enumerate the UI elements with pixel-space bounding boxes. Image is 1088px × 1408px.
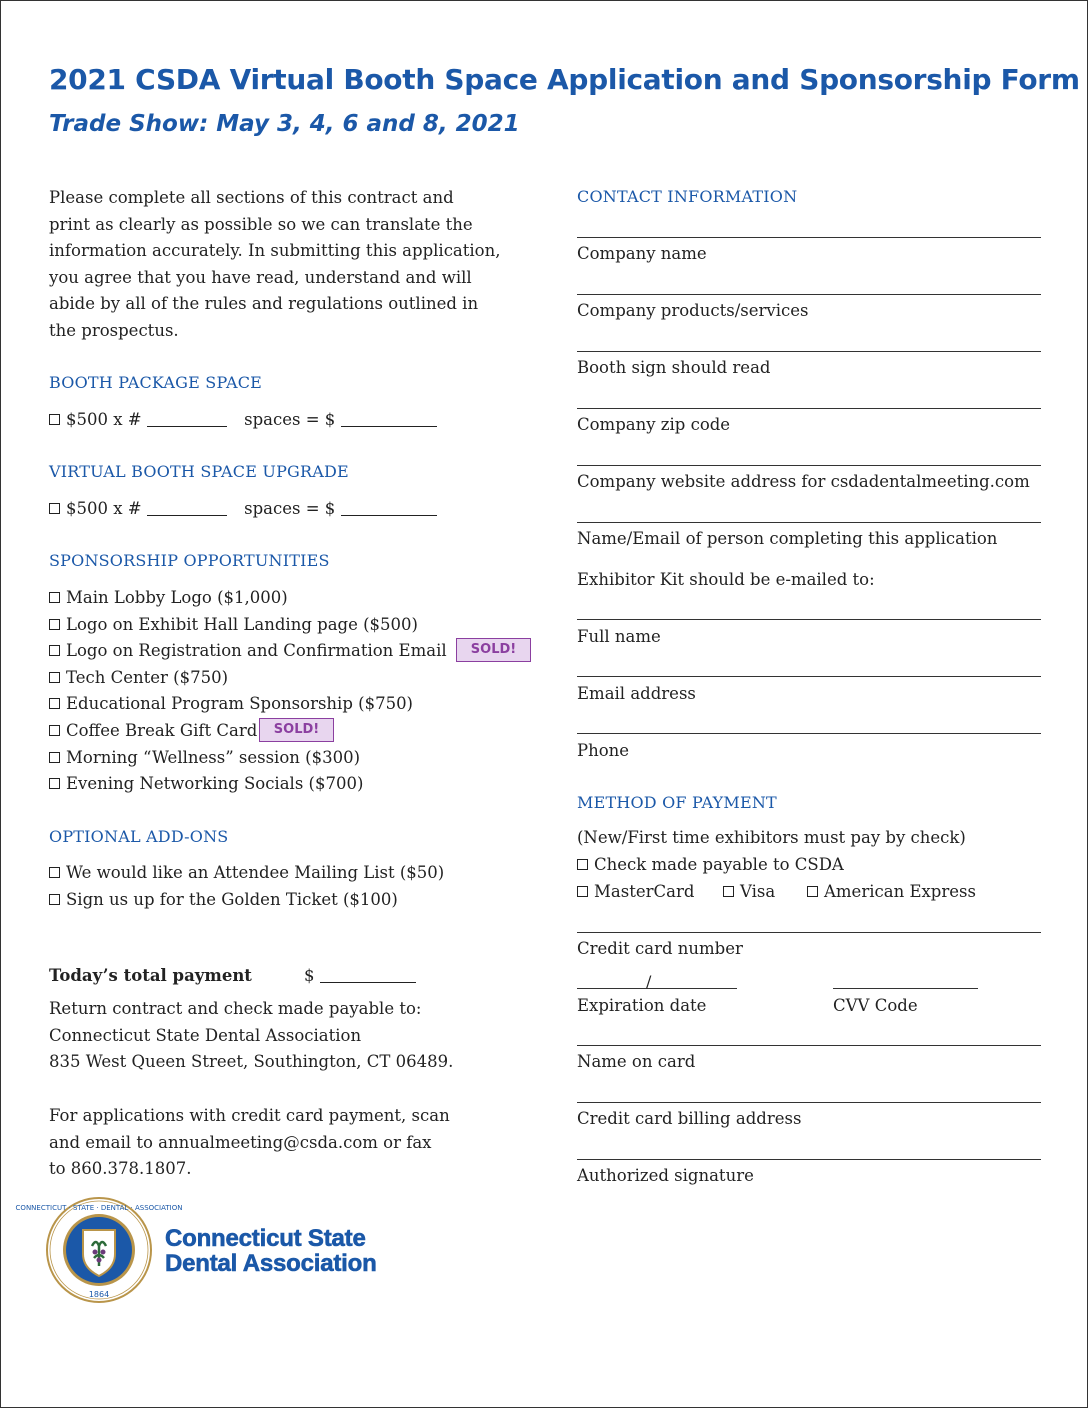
amex-checkbox[interactable] [807,886,818,897]
sponsorship-item[interactable] [49,612,447,639]
field-label: Name on card [577,1052,696,1071]
field-label: Expiration date [577,996,707,1015]
sponsorship-checkbox[interactable] [49,698,60,709]
card-number-field[interactable] [577,932,1041,933]
return-info [49,996,453,1076]
booth-package-row [49,407,437,434]
logo-line: Dental Association [165,1250,377,1277]
contact-heading: CONTACT INFORMATION [577,187,798,206]
return-line: Connecticut State Dental Association [49,1025,362,1045]
credit-line: For applications with credit card payment, scan [49,1106,450,1125]
sponsorship-checkbox[interactable] [49,752,60,763]
addon-item[interactable] [49,860,444,887]
credit-line: to 860.378.1807. [49,1159,192,1179]
field-label: Company name [577,244,707,263]
intro-line: you agree that you have read, understand and will [49,267,472,287]
virtual-upgrade-amount-field[interactable] [341,501,437,516]
booth-package-heading: BOOTH PACKAGE SPACE [49,373,263,392]
check-option[interactable] [577,855,844,874]
exhibitor-kit-label: Exhibitor Kit should be e-mailed to: [577,570,875,589]
phone-field[interactable] [577,733,1041,734]
intro-paragraph [49,185,519,345]
total-amount-row [304,963,416,990]
sponsorship-item[interactable] [49,691,447,718]
sponsorship-item[interactable] [49,638,447,665]
sponsorship-item[interactable] [49,665,447,692]
full-name-field[interactable] [577,619,1041,620]
field-label: Company website address for csdadentalmeeting.com [577,472,1030,491]
cvv-field[interactable] [833,988,978,989]
csda-seal-logo [15,1196,183,1304]
visa-checkbox[interactable] [723,886,734,897]
addons-list [49,860,444,913]
check-label: Check made payable to CSDA [594,855,844,874]
card-option-visa[interactable] [723,882,775,901]
intro-line: the prospectus. [49,320,179,340]
sponsorship-checkbox[interactable] [49,645,60,656]
booth-package-quantity-field[interactable] [147,412,227,427]
sponsorship-label: Coffee Break Gift Card [66,720,258,740]
billing-address-field[interactable] [577,1102,1041,1103]
sponsorship-checkbox[interactable] [49,725,60,736]
card-label: American Express [824,882,976,901]
field-label: Company zip code [577,415,731,434]
email-address-field[interactable] [577,676,1041,677]
sponsorship-item[interactable] [49,771,447,798]
sponsorship-label: Evening Networking Socials ($700) [66,774,364,794]
addons-heading: OPTIONAL ADD-ONS [49,827,229,846]
sponsorship-label: Tech Center ($750) [66,667,229,687]
company-website-field[interactable] [577,465,1041,466]
sponsorship-label: Educational Program Sponsorship ($750) [66,694,413,714]
total-amount-field[interactable] [320,968,416,983]
page-title: 2021 CSDA Virtual Booth Space Application and Sponsorship Form [49,63,1080,96]
seal-year: 1864 [88,1290,110,1299]
payment-heading: METHOD OF PAYMENT [577,793,777,812]
logo-line: Connecticut State [165,1225,366,1252]
field-label: Authorized signature [577,1166,754,1185]
sold-badge: SOLD! [259,718,334,742]
payment-note: (New/First time exhibitors must pay by check) [577,828,966,847]
intro-line: Please complete all sections of this contract and [49,188,454,207]
field-label: CVV Code [833,996,918,1015]
addon-label: We would like an Attendee Mailing List ($50) [66,863,445,882]
seal-caption: CONNECTICUT · STATE · DENTAL · ASSOCIATION [15,1204,183,1212]
intro-line: abide by all of the rules and regulations outlined in [49,294,479,314]
card-option-amex[interactable] [807,882,976,901]
virtual-upgrade-quantity-field[interactable] [147,501,227,516]
virtual-upgrade-row [49,496,437,523]
field-label: Phone [577,741,630,760]
intro-line: information accurately. In submitting this application, [49,241,501,261]
credit-line: and email to annualmeeting@csda.com or fax [49,1132,432,1152]
company-zip-field[interactable] [577,408,1041,409]
field-label: Company products/services [577,301,809,320]
sponsorship-heading: SPONSORSHIP OPPORTUNITIES [49,551,330,570]
total-label: Today’s total payment [49,966,252,985]
field-label: Full name [577,627,661,646]
virtual-upgrade-price: $500 x # [66,499,142,518]
sponsorship-checkbox[interactable] [49,592,60,603]
virtual-upgrade-spaces-label: spaces = $ [244,499,336,518]
sponsorship-checkbox[interactable] [49,672,60,683]
field-label: Name/Email of person completing this application [577,529,998,548]
sponsorship-item[interactable] [49,718,447,745]
addon-checkbox[interactable] [49,867,60,878]
total-currency: $ [304,966,315,985]
sponsorship-label: Morning “Wellness” session ($300) [66,747,361,767]
return-line: Return contract and check made payable to: [49,999,422,1018]
mastercard-checkbox[interactable] [577,886,588,897]
sponsorship-item[interactable] [49,585,447,612]
sponsorship-label: Logo on Registration and Confirmation Email [66,641,447,661]
card-label: Visa [740,882,776,901]
virtual-upgrade-checkbox[interactable] [49,503,60,514]
booth-sign-field[interactable] [577,351,1041,352]
card-label: MasterCard [594,882,695,901]
return-line: 835 West Queen Street, Southington, CT 06489. [49,1052,454,1072]
addon-label: Sign us up for the Golden Ticket ($100) [66,889,398,909]
sold-badge: SOLD! [456,638,531,662]
sponsorship-label: Main Lobby Logo ($1,000) [66,588,288,607]
sponsorship-list [49,585,447,798]
booth-package-price: $500 x # [66,410,142,429]
logo-wordmark [165,1226,377,1276]
sponsorship-checkbox[interactable] [49,778,60,789]
expiration-date-field[interactable] [577,988,737,989]
sponsorship-checkbox[interactable] [49,619,60,630]
page-subtitle: Trade Show: May 3, 4, 6 and 8, 2021 [49,111,520,137]
field-label: Booth sign should read [577,358,771,377]
field-label: Credit card number [577,939,743,958]
company-name-field[interactable] [577,237,1041,238]
sponsorship-label: Logo on Exhibit Hall Landing page ($500) [66,614,418,634]
completer-name-email-field[interactable] [577,522,1041,523]
addon-item[interactable] [49,887,444,914]
signature-field[interactable] [577,1159,1041,1160]
intro-line: print as clearly as possible so we can translate the [49,214,473,234]
addon-checkbox[interactable] [49,894,60,905]
name-on-card-field[interactable] [577,1045,1041,1046]
booth-package-amount-field[interactable] [341,412,437,427]
card-option-mastercard[interactable] [577,882,694,901]
check-checkbox[interactable] [577,859,588,870]
booth-package-spaces-label: spaces = $ [244,410,336,429]
sponsorship-item[interactable] [49,745,447,772]
booth-package-checkbox[interactable] [49,414,60,425]
company-products-field[interactable] [577,294,1041,295]
field-label: Credit card billing address [577,1109,802,1128]
credit-info [49,1103,450,1183]
virtual-upgrade-heading: VIRTUAL BOOTH SPACE UPGRADE [49,462,349,481]
field-label: Email address [577,684,696,703]
expiration-slash: / [646,972,652,991]
